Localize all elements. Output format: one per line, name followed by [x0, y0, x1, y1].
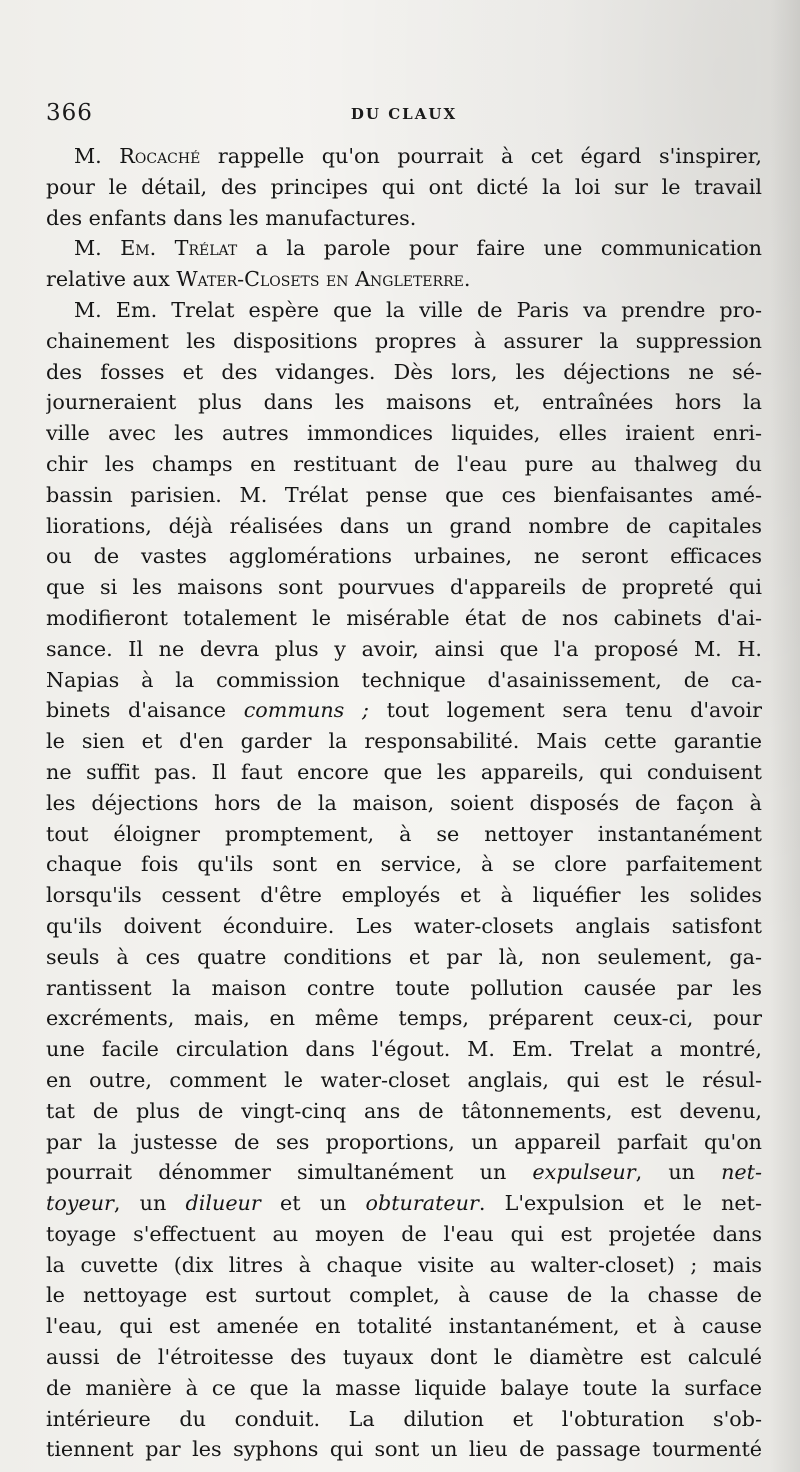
running-head [46, 100, 762, 134]
italic-text: net- [721, 1160, 762, 1185]
text-segment: . L'expulsion et le net- [478, 1191, 762, 1216]
text-segment: modifieront totalement le misérable état de nos cabinets d'ai- [46, 605, 762, 630]
text-segment: le nettoyage est surtout complet, à cause de la chasse de [46, 1283, 762, 1308]
body-text [46, 141, 762, 1465]
italic-text: toyeur [46, 1191, 114, 1216]
italic-text: obturateur [365, 1191, 479, 1216]
text-segment: des fosses et des vidanges. Dès lors, les déjections ne sé- [46, 359, 762, 384]
text-segment: sance. Il ne devra plus y avoir, ainsi que l'a proposé M. H. [46, 636, 762, 661]
text-segment: . [463, 267, 471, 292]
text-line [46, 849, 762, 880]
text-segment: chaque fois qu'ils sont en service, à se clore parfaitement [46, 852, 762, 877]
text-line [46, 480, 762, 511]
text-line [46, 1157, 762, 1188]
text-segment: intérieure du conduit. La dilution et l'obturation s'ob- [46, 1406, 762, 1431]
text-line [46, 1342, 762, 1373]
text-segment: lorsqu'ils cessent d'être employés et à liquéfier les solides [46, 883, 762, 908]
text-line [46, 1373, 762, 1404]
text-segment: M. [74, 236, 121, 261]
text-line [46, 1188, 762, 1219]
text-segment: pour le détail, des principes qui ont dicté la loi sur le travail [46, 174, 762, 199]
text-line [46, 757, 762, 788]
text-line [46, 911, 762, 942]
italic-text: dilueur [185, 1191, 261, 1216]
text-segment: tat de plus de vingt-cinq ans de tâtonnements, est devenu, [46, 1098, 762, 1123]
text-line [46, 295, 762, 326]
text-line [46, 603, 762, 634]
text-line [46, 357, 762, 388]
text-line [46, 572, 762, 603]
text-segment: tiennent par les syphons qui sont un lieu de passage tourmenté [46, 1437, 762, 1462]
text-line [46, 634, 762, 665]
text-line [46, 1219, 762, 1250]
text-line [46, 1127, 762, 1158]
text-line [46, 695, 762, 726]
text-line [46, 449, 762, 480]
text-line [46, 418, 762, 449]
text-segment: chainement les dispositions propres à assurer la suppression [46, 328, 762, 353]
text-line [46, 1280, 762, 1311]
text-line [46, 1404, 762, 1435]
text-segment: relative aux [46, 267, 177, 292]
text-segment: chir les champs en restituant de l'eau pure au thalweg du [46, 451, 762, 476]
text-line [46, 1096, 762, 1127]
text-segment: ou de vastes agglomérations urbaines, ne seront efficaces [46, 544, 762, 569]
small-caps-text: Em. Trélat [120, 236, 238, 261]
text-line [46, 726, 762, 757]
text-line [46, 973, 762, 1004]
text-line [46, 141, 762, 172]
text-segment: liorations, déjà réalisées dans un grand nombre de capitales [46, 513, 762, 538]
text-segment: tout éloigner promptement, à se nettoyer instantanément [46, 821, 762, 846]
text-segment: , un [113, 1191, 186, 1216]
text-line [46, 1065, 762, 1096]
text-segment: seuls à ces quatre conditions et par là, non seulement, ga- [46, 944, 762, 969]
text-line [46, 819, 762, 850]
text-segment: journeraient plus dans les maisons et, entraînées hors la [46, 390, 762, 415]
text-segment: a la parole pour faire une communication [237, 236, 762, 261]
text-segment: une facile circulation dans l'égout. M. Em. Trelat a montré, [46, 1037, 762, 1062]
text-segment: de manière à ce que la masse liquide balaye toute la surface [46, 1375, 762, 1400]
text-segment: pourrait dénommer simultanément un [46, 1160, 533, 1185]
text-segment: et un [260, 1191, 366, 1216]
text-line [46, 880, 762, 911]
text-segment: ne suffit pas. Il faut encore que les appareils, qui conduisent [46, 759, 762, 784]
text-segment: rappelle qu'on pourrait à cet égard s'inspirer, [200, 144, 762, 168]
text-line [46, 203, 762, 234]
text-line [46, 665, 762, 696]
text-line [46, 233, 762, 264]
text-segment: toyage s'effectuent au moyen de l'eau qui est projetée dans [46, 1221, 762, 1246]
text-segment: M. [74, 144, 120, 168]
italic-text: communs ; [243, 698, 369, 723]
text-segment: Napias à la commission technique d'asainissement, de ca- [46, 667, 762, 692]
text-segment: les déjections hors de la maison, soient disposés de façon à [46, 790, 762, 815]
page-number: 366 [46, 100, 93, 126]
text-line [46, 1434, 762, 1465]
text-segment: rantissent la maison contre toute pollution causée par les [46, 975, 762, 1000]
text-segment: ville avec les autres immondices liquides, elles iraient enri- [46, 421, 762, 446]
running-title: DU CLAUX [350, 105, 458, 123]
text-line [46, 264, 762, 295]
text-segment: que si les maisons sont pourvues d'appareils de propreté qui [46, 575, 762, 600]
text-line [46, 1003, 762, 1034]
text-segment: , un [635, 1160, 722, 1185]
text-line [46, 1311, 762, 1342]
text-line [46, 511, 762, 542]
text-line [46, 387, 762, 418]
text-segment: en outre, comment le water-closet anglais, qui est le résul- [46, 1067, 762, 1092]
text-segment: par la justesse de ses proportions, un appareil parfait qu'on [46, 1129, 762, 1154]
text-segment: le sien et d'en garder la responsabilité. Mais cette garantie [46, 729, 762, 754]
page-edge-shadow [770, 0, 800, 1472]
text-segment: des enfants dans les manufactures. [46, 205, 417, 230]
text-line [46, 1034, 762, 1065]
text-line [46, 172, 762, 203]
text-line [46, 326, 762, 357]
text-segment: excréments, mais, en même temps, préparent ceux-ci, pour [46, 1006, 762, 1031]
text-segment: aussi de l'étroitesse des tuyaux dont le diamètre est calculé [46, 1345, 762, 1370]
small-caps-text: Rocaché [119, 144, 201, 168]
text-line [46, 788, 762, 819]
small-caps-text: Water-Closets en Angleterre [176, 267, 464, 292]
text-segment: la cuvette (dix litres à chaque visite au walter-closet) ; mais [46, 1252, 762, 1277]
text-line [46, 541, 762, 572]
text-segment: M. Em. Trelat espère que la ville de Paris va prendre pro- [74, 297, 762, 322]
text-line [46, 1250, 762, 1281]
text-segment: bassin parisien. M. Trélat pense que ces bienfaisantes amé- [46, 482, 762, 507]
text-segment: l'eau, qui est amenée en totalité instantanément, et à cause [46, 1314, 762, 1339]
text-segment: qu'ils doivent éconduire. Les water-closets anglais satisfont [46, 913, 762, 938]
italic-text: expulseur [532, 1160, 636, 1185]
text-line [46, 942, 762, 973]
text-segment: tout logement sera tenu d'avoir [368, 698, 762, 723]
text-segment: binets d'aisance [46, 698, 244, 723]
